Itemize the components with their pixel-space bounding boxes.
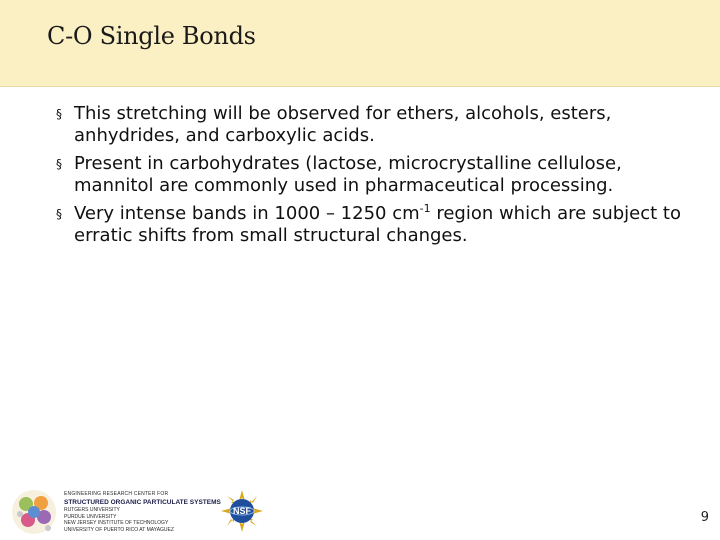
bullet-list [56, 103, 706, 253]
institution-item: NEW JERSEY INSTITUTE OF TECHNOLOGY [64, 520, 169, 526]
bullet-item [56, 103, 706, 147]
bullet-item [56, 153, 706, 197]
bullet-text-before: Very intense bands in 1000 – 1250 cm [74, 203, 420, 224]
superscript-exponent: -1 [419, 202, 431, 215]
bullet-text: This stretching will be observed for ethers, alcohols, esters, anhydrides, and carboxylic acids. [74, 103, 612, 146]
nsf-logo [221, 490, 263, 532]
institution-item: RUTGERS UNIVERSITY [64, 507, 120, 513]
center-affiliation [64, 491, 219, 533]
bullet-marker: § [56, 207, 62, 221]
title-band [0, 0, 720, 87]
slide-title: C-O Single Bonds [47, 22, 256, 50]
bullet-item [56, 203, 706, 247]
bullet-marker: § [56, 107, 62, 121]
center-name-line2: STRUCTURED ORGANIC PARTICULATE SYSTEMS [64, 499, 221, 506]
bullet-text-after: region which are subject to erratic shifts from small structural changes. [74, 203, 681, 246]
institution-item: UNIVERSITY OF PUERTO RICO AT MAYAGUEZ [64, 526, 174, 533]
nsf-logo-text: NSF [233, 506, 251, 516]
page-number: 9 [700, 510, 709, 525]
center-name-line1: ENGINEERING RESEARCH CENTER FOR [64, 491, 169, 497]
bullet-marker: § [56, 157, 62, 171]
institution-item: PURDUE UNIVERSITY [64, 513, 117, 520]
ercsops-logo-icon [10, 488, 58, 536]
bullet-text: Present in carbohydrates (lactose, microcrystalline cellulose, mannitol are commonly used in pharmaceutical processing. [74, 153, 622, 196]
